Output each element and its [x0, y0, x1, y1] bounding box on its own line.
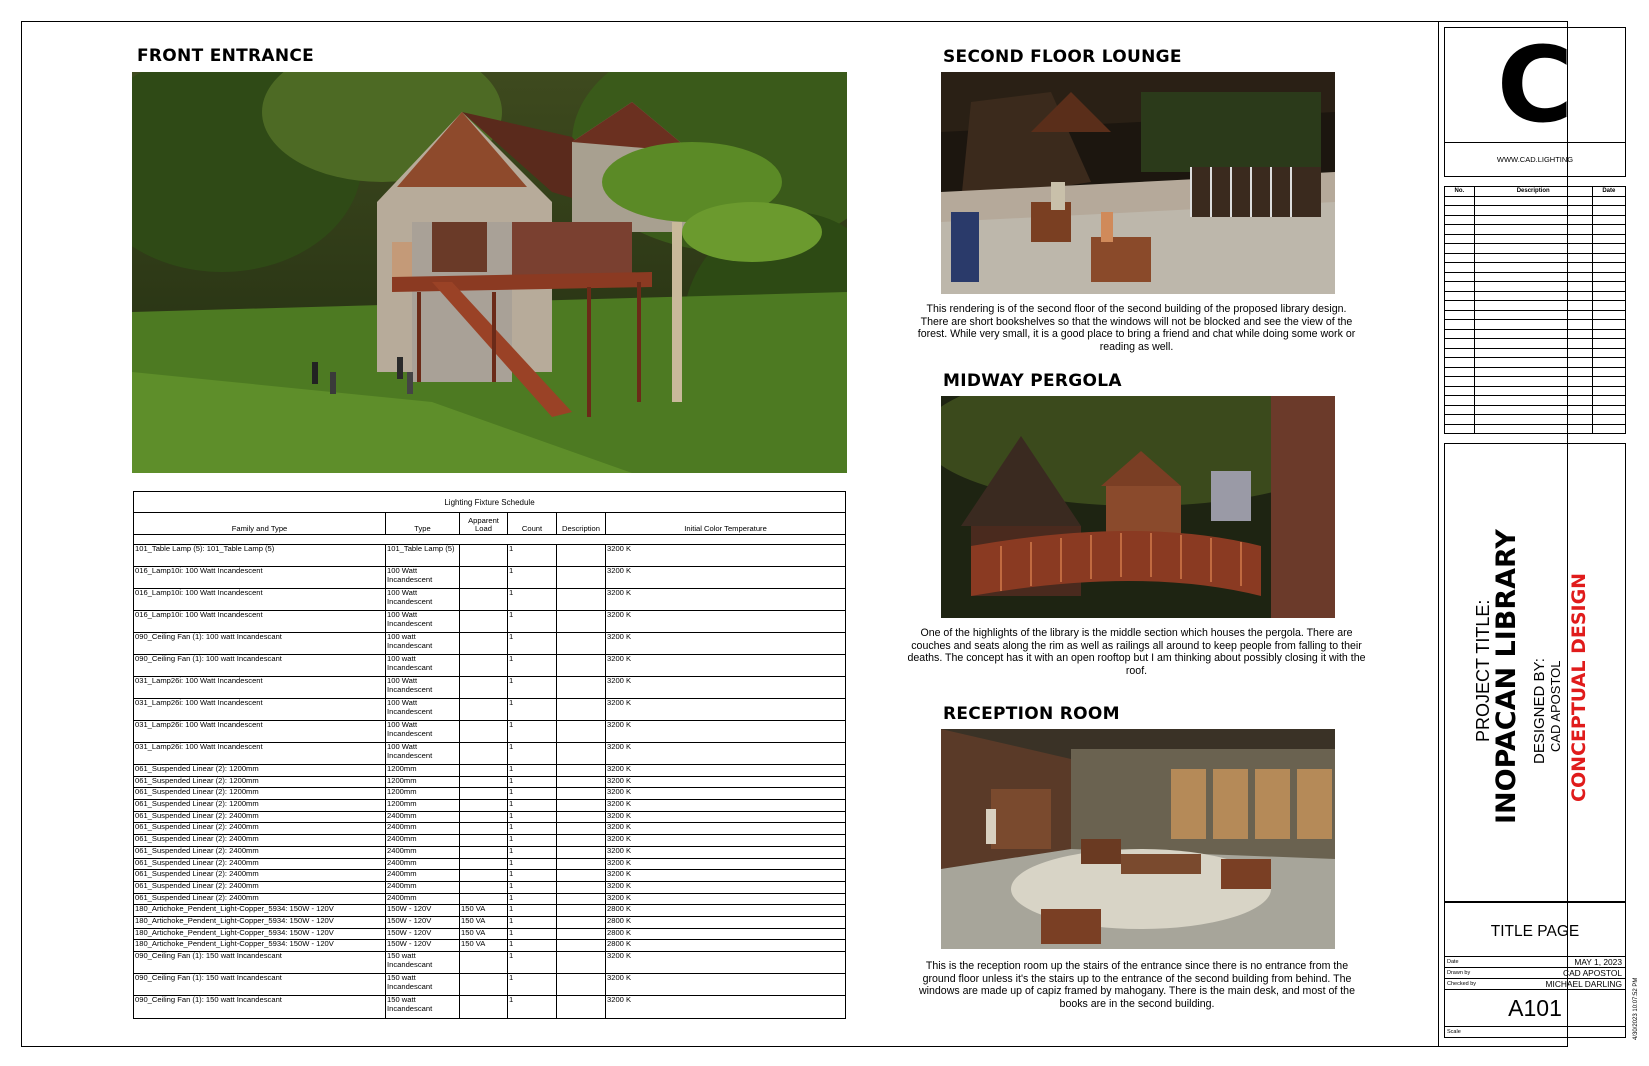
revision-row	[1445, 320, 1625, 330]
schedule-cell: 031_Lamp26i: 100 Watt Incandescent	[134, 677, 386, 698]
schedule-cell: 100 Watt Incandescent	[386, 721, 460, 742]
schedule-cell: 3200 K	[607, 996, 632, 1004]
checked-by-label: Checked by	[1447, 981, 1477, 987]
schedule-cell	[557, 800, 606, 811]
schedule-row	[134, 974, 845, 996]
schedule-cell: 1	[508, 765, 557, 776]
schedule-cell: 1	[508, 677, 557, 698]
schedule-cell: 1	[508, 870, 557, 881]
schedule-cell: 100 Watt Incandescent	[386, 567, 460, 588]
schedule-row	[134, 940, 845, 952]
schedule-cell: 3200 K	[607, 765, 632, 773]
schedule-row	[134, 952, 845, 974]
schedule-cell: 101_Table Lamp (5): 101_Table Lamp (5)	[134, 545, 386, 566]
schedule-row	[134, 743, 845, 765]
revision-row	[1445, 425, 1625, 435]
schedule-cell	[557, 905, 606, 916]
revision-header-cell: No.	[1445, 187, 1475, 196]
schedule-cell: 1200mm	[386, 765, 460, 776]
schedule-cell: 1	[508, 996, 557, 1018]
schedule-row	[134, 765, 845, 777]
schedule-cell	[460, 870, 508, 881]
schedule-cell: 1	[508, 589, 557, 610]
schedule-cell: 3200 K	[607, 699, 632, 707]
schedule-cell	[460, 743, 508, 764]
schedule-cell: 150W - 120V	[386, 917, 460, 928]
schedule-row	[134, 882, 845, 894]
schedule-row	[134, 777, 845, 789]
schedule-cell: 3200 K	[607, 800, 632, 809]
schedule-cell	[460, 545, 508, 566]
schedule-cell: 2800 K	[607, 916, 632, 925]
schedule-cell: 150 watt Incandescant	[386, 974, 460, 995]
logo-box	[1444, 24, 1626, 177]
schedule-row	[134, 589, 845, 611]
schedule-cell: 2800 K	[607, 905, 632, 914]
designed-by-label: DESIGNED BY:	[1531, 658, 1548, 764]
schedule-cell: 150W - 120V	[386, 940, 460, 951]
schedule-cell: 100 Watt Incandescent	[386, 611, 460, 632]
revision-table	[1444, 186, 1626, 434]
schedule-cell: 1	[508, 929, 557, 940]
schedule-cell: 2400mm	[386, 823, 460, 834]
schedule-body	[134, 544, 845, 1018]
schedule-cell	[460, 633, 508, 654]
schedule-cell	[460, 655, 508, 676]
schedule-cell: 100 Watt Incandescent	[386, 677, 460, 698]
schedule-cell	[557, 870, 606, 881]
schedule-cell: 150 VA	[460, 917, 508, 928]
schedule-row	[134, 633, 845, 655]
schedule-row	[134, 677, 845, 699]
schedule-cell: 1	[508, 777, 557, 788]
schedule-cell: 150 watt Incandescant	[386, 952, 460, 973]
schedule-cell: 061_Suspended Linear (2): 2400mm	[134, 823, 386, 834]
schedule-header-row	[134, 513, 845, 535]
schedule-cell	[460, 835, 508, 846]
date-label: Date	[1447, 959, 1459, 965]
schedule-cell: 3200 K	[607, 655, 632, 663]
revision-row	[1445, 406, 1625, 416]
schedule-cell: 1200mm	[386, 777, 460, 788]
reception-room-caption: This is the reception room up the stairs of the entrance since there is no entrance from the ground floor unless it's the stairs up to the entrance of the second building from behind. The windows are made up of capiz framed by mahogany. There is the main desk, and most of the books are in the second building.	[919, 960, 1355, 1010]
revision-header-row	[1445, 187, 1625, 197]
schedule-cell	[557, 974, 606, 995]
schedule-cell: 061_Suspended Linear (2): 1200mm	[134, 777, 386, 788]
schedule-cell	[460, 721, 508, 742]
schedule-row	[134, 655, 845, 677]
schedule-cell	[460, 589, 508, 610]
schedule-cell	[460, 788, 508, 799]
schedule-cell: 1	[508, 812, 557, 823]
second-floor-lounge-caption: This rendering is of the second floor of the second building of the proposed library design. There are short bookshelves so that the windows will not be blocked and see the view of the forest. While very small, it is a good place to bring a friend and chat while doing some work or reading as well.	[917, 303, 1356, 353]
schedule-cell	[460, 996, 508, 1018]
schedule-cell: 090_Ceiling Fan (1): 100 watt Incandescant	[134, 655, 386, 676]
schedule-cell: 061_Suspended Linear (2): 2400mm	[134, 894, 386, 905]
schedule-cell: 1200mm	[386, 800, 460, 811]
schedule-cell: 1	[508, 894, 557, 905]
schedule-cell	[460, 677, 508, 698]
schedule-cell: 1	[508, 743, 557, 764]
schedule-cell	[557, 743, 606, 764]
company-website: WWW.CAD.LIGHTING	[1496, 155, 1574, 164]
schedule-cell	[460, 859, 508, 870]
schedule-cell	[557, 699, 606, 720]
schedule-cell: 3200 K	[607, 835, 632, 844]
schedule-cell: 100 watt Incandescant	[386, 655, 460, 676]
drawn-by-value: CAD APOSTOL	[1563, 968, 1622, 978]
revision-row	[1445, 216, 1625, 226]
schedule-cell	[557, 721, 606, 742]
schedule-cell: 031_Lamp26i: 100 Watt Incandescent	[134, 699, 386, 720]
schedule-cell: 016_Lamp10i: 100 Watt Incandescent	[134, 567, 386, 588]
schedule-cell: 090_Ceiling Fan (1): 150 watt Incandescant	[134, 974, 386, 995]
revision-row	[1445, 206, 1625, 216]
schedule-cell: 2400mm	[386, 835, 460, 846]
schedule-row	[134, 917, 845, 929]
schedule-cell	[460, 823, 508, 834]
schedule-cell: 1	[508, 952, 557, 973]
schedule-cell: 100 Watt Incandescent	[386, 743, 460, 764]
schedule-cell	[557, 611, 606, 632]
checked-by-value: MICHAEL DARLING	[1545, 979, 1622, 989]
schedule-row	[134, 996, 845, 1018]
schedule-header-cell: Count	[508, 513, 557, 534]
revision-row	[1445, 225, 1625, 235]
revision-row	[1445, 254, 1625, 264]
schedule-header-cell: Initial Color Temperature	[684, 524, 767, 533]
schedule-row	[134, 823, 845, 835]
second-floor-lounge-title: SECOND FLOOR LOUNGE	[943, 47, 1182, 67]
schedule-cell: 101_Table Lamp (5)	[386, 545, 460, 566]
schedule-cell: 150W - 120V	[386, 929, 460, 940]
reception-room-title: RECEPTION ROOM	[943, 704, 1120, 724]
revision-row	[1445, 387, 1625, 397]
schedule-cell	[557, 545, 606, 566]
schedule-cell	[557, 677, 606, 698]
front-entrance-title: FRONT ENTRANCE	[137, 46, 315, 66]
schedule-cell	[460, 882, 508, 893]
schedule-cell: 3200 K	[607, 893, 632, 902]
schedule-row	[134, 800, 845, 812]
schedule-cell: 031_Lamp26i: 100 Watt Incandescent	[134, 721, 386, 742]
schedule-cell: 2800 K	[607, 928, 632, 937]
schedule-cell	[557, 633, 606, 654]
schedule-cell	[460, 611, 508, 632]
schedule-cell: 1	[508, 835, 557, 846]
schedule-cell: 3200 K	[607, 870, 632, 879]
schedule-row	[134, 611, 845, 633]
designer-name: CAD APOSTOL	[1548, 660, 1563, 752]
schedule-cell: 1	[508, 859, 557, 870]
schedule-cell: 3200 K	[607, 881, 632, 890]
schedule-cell: 1	[508, 800, 557, 811]
schedule-row	[134, 835, 845, 847]
drawn-by-label: Drawn by	[1447, 970, 1471, 976]
schedule-cell	[557, 859, 606, 870]
schedule-cell: 1	[508, 699, 557, 720]
schedule-cell: 1	[508, 847, 557, 858]
revision-row	[1445, 377, 1625, 387]
checked-by-row	[1445, 979, 1625, 990]
schedule-cell: 1	[508, 611, 557, 632]
schedule-cell: 150 watt Incandescant	[386, 996, 460, 1018]
schedule-row	[134, 894, 845, 906]
schedule-cell: 3200 K	[607, 952, 632, 960]
lighting-fixture-schedule	[133, 491, 846, 1019]
revision-row	[1445, 415, 1625, 425]
schedule-cell: 3200 K	[607, 721, 632, 729]
schedule-cell	[557, 929, 606, 940]
schedule-cell	[557, 765, 606, 776]
midway-pergola-rendering	[941, 396, 1335, 618]
schedule-cell: 3200 K	[607, 846, 632, 855]
schedule-cell	[557, 788, 606, 799]
revision-row	[1445, 330, 1625, 340]
revision-row	[1445, 197, 1625, 207]
schedule-cell: 180_Artichoke_Pendent_Light-Copper_5934: 150W - 120V	[134, 940, 386, 951]
schedule-cell: 180_Artichoke_Pendent_Light-Copper_5934: 150W - 120V	[134, 929, 386, 940]
schedule-cell: 3200 K	[607, 567, 632, 575]
revision-row	[1445, 358, 1625, 368]
schedule-cell	[557, 823, 606, 834]
schedule-cell	[557, 812, 606, 823]
schedule-header-cell: Description	[557, 513, 606, 534]
schedule-cell	[557, 996, 606, 1018]
schedule-cell: 2400mm	[386, 882, 460, 893]
revision-header-cell: Description	[1475, 187, 1593, 196]
schedule-cell: 150 VA	[460, 905, 508, 916]
schedule-cell	[460, 812, 508, 823]
schedule-cell: 090_Ceiling Fan (1): 150 watt Incandescant	[134, 952, 386, 973]
schedule-cell: 3200 K	[607, 858, 632, 867]
schedule-header-cell: Type	[386, 513, 460, 534]
schedule-cell: 1	[508, 940, 557, 951]
schedule-cell: 2400mm	[386, 859, 460, 870]
schedule-cell: 061_Suspended Linear (2): 2400mm	[134, 859, 386, 870]
schedule-header-cell: Family and Type	[134, 513, 386, 534]
revision-row	[1445, 282, 1625, 292]
second-floor-lounge-rendering	[941, 72, 1335, 294]
schedule-cell: 1	[508, 545, 557, 566]
schedule-cell: 3200 K	[607, 633, 632, 641]
schedule-cell: 061_Suspended Linear (2): 2400mm	[134, 882, 386, 893]
midway-pergola-caption: One of the highlights of the library is the middle section which houses the pergola. There are couches and seats along the rim as well as railings all around to keep people from falling to their deaths. The concept has it with an open rooftop but I am thinking about possibly closing it with the roof.	[907, 627, 1366, 677]
schedule-cell: 1	[508, 633, 557, 654]
schedule-cell: 3200 K	[607, 788, 632, 797]
schedule-cell: 3200 K	[607, 677, 632, 685]
schedule-cell: 061_Suspended Linear (2): 1200mm	[134, 765, 386, 776]
schedule-cell	[557, 882, 606, 893]
date-value: MAY 1, 2023	[1574, 957, 1622, 967]
schedule-cell	[557, 567, 606, 588]
schedule-cell: 2400mm	[386, 812, 460, 823]
revision-row	[1445, 396, 1625, 406]
midway-pergola-title: MIDWAY PERGOLA	[943, 371, 1122, 391]
schedule-cell: 1200mm	[386, 788, 460, 799]
schedule-cell: 061_Suspended Linear (2): 2400mm	[134, 835, 386, 846]
schedule-cell: 3200 K	[607, 974, 632, 982]
schedule-cell	[460, 699, 508, 720]
schedule-cell: 3200 K	[607, 776, 632, 785]
schedule-cell: 1	[508, 788, 557, 799]
schedule-cell	[557, 917, 606, 928]
front-entrance-rendering	[132, 72, 847, 473]
schedule-cell	[557, 655, 606, 676]
schedule-cell	[557, 777, 606, 788]
schedule-cell: 090_Ceiling Fan (1): 100 watt Incandescant	[134, 633, 386, 654]
schedule-title: Lighting Fixture Schedule	[134, 492, 845, 513]
revision-row	[1445, 235, 1625, 245]
revision-row	[1445, 273, 1625, 283]
schedule-cell	[557, 940, 606, 951]
schedule-row	[134, 567, 845, 589]
sheet-info-box	[1444, 902, 1626, 1038]
revision-row	[1445, 263, 1625, 273]
schedule-cell: 090_Ceiling Fan (1): 150 watt Incandescant	[134, 996, 386, 1018]
revision-row	[1445, 368, 1625, 378]
revision-row	[1445, 244, 1625, 254]
revision-row	[1445, 292, 1625, 302]
schedule-cell: 1	[508, 655, 557, 676]
company-logo: C	[1496, 24, 1574, 146]
schedule-cell: 2400mm	[386, 870, 460, 881]
schedule-cell: 150W - 120V	[386, 905, 460, 916]
schedule-cell: 031_Lamp26i: 100 Watt Incandescent	[134, 743, 386, 764]
schedule-cell	[460, 765, 508, 776]
schedule-cell: 016_Lamp10i: 100 Watt Incandescent	[134, 611, 386, 632]
schedule-row	[134, 545, 845, 567]
schedule-cell: 3200 K	[607, 611, 632, 619]
schedule-cell	[460, 974, 508, 995]
schedule-cell	[460, 952, 508, 973]
schedule-row	[134, 699, 845, 721]
sheet-number: A101	[1445, 990, 1625, 1027]
schedule-cell	[557, 847, 606, 858]
schedule-cell	[557, 952, 606, 973]
schedule-cell: 1	[508, 721, 557, 742]
schedule-cell: 061_Suspended Linear (2): 1200mm	[134, 800, 386, 811]
revision-row	[1445, 311, 1625, 321]
schedule-cell: 061_Suspended Linear (2): 2400mm	[134, 870, 386, 881]
print-timestamp: 4/30/2023 10:07:52 PM	[1633, 977, 1639, 1040]
schedule-cell: 061_Suspended Linear (2): 2400mm	[134, 812, 386, 823]
schedule-row	[134, 905, 845, 917]
schedule-cell: 150 VA	[460, 929, 508, 940]
schedule-cell: 1	[508, 882, 557, 893]
revision-row	[1445, 301, 1625, 311]
schedule-cell: 2400mm	[386, 894, 460, 905]
schedule-cell	[460, 847, 508, 858]
schedule-cell	[460, 800, 508, 811]
schedule-cell: 2800 K	[607, 940, 632, 949]
project-title-label: PROJECT TITLE:	[1473, 599, 1493, 742]
revision-header-cell: Date	[1602, 188, 1616, 194]
project-name: INOPACAN LIBRARY	[1491, 529, 1522, 824]
schedule-cell: 180_Artichoke_Pendent_Light-Copper_5934: 150W - 120V	[134, 905, 386, 916]
schedule-row	[134, 870, 845, 882]
schedule-row	[134, 859, 845, 871]
schedule-cell: 061_Suspended Linear (2): 2400mm	[134, 847, 386, 858]
schedule-row	[134, 788, 845, 800]
schedule-cell: 1	[508, 823, 557, 834]
reception-room-rendering	[941, 729, 1335, 949]
schedule-cell: 3200 K	[607, 811, 632, 820]
date-row	[1445, 957, 1625, 968]
schedule-cell	[557, 589, 606, 610]
scale-label: Scale	[1447, 1029, 1461, 1035]
schedule-cell: 061_Suspended Linear (2): 1200mm	[134, 788, 386, 799]
schedule-cell	[460, 777, 508, 788]
drawn-by-row	[1445, 968, 1625, 979]
schedule-cell: 3200 K	[607, 743, 632, 751]
schedule-row	[134, 812, 845, 824]
schedule-cell: 180_Artichoke_Pendent_Light-Copper_5934: 150W - 120V	[134, 917, 386, 928]
schedule-cell: 150 VA	[460, 940, 508, 951]
schedule-cell: 3200 K	[607, 823, 632, 832]
schedule-cell: 1	[508, 974, 557, 995]
revision-row	[1445, 349, 1625, 359]
schedule-cell: 1	[508, 567, 557, 588]
schedule-cell: 016_Lamp10i: 100 Watt Incandescent	[134, 589, 386, 610]
schedule-header-cell: Apparent Load	[460, 513, 508, 534]
schedule-cell: 100 watt Incandescant	[386, 633, 460, 654]
schedule-cell: 3200 K	[607, 589, 632, 597]
design-stage: CONCEPTUAL DESIGN	[1568, 572, 1590, 802]
schedule-cell	[557, 835, 606, 846]
schedule-cell	[460, 567, 508, 588]
revision-row	[1445, 339, 1625, 349]
schedule-row	[134, 847, 845, 859]
sheet-name: TITLE PAGE	[1445, 903, 1625, 957]
schedule-row	[134, 721, 845, 743]
schedule-cell: 1	[508, 917, 557, 928]
schedule-cell	[460, 894, 508, 905]
schedule-row	[134, 929, 845, 941]
schedule-cell: 2400mm	[386, 847, 460, 858]
schedule-cell: 100 Watt Incandescent	[386, 589, 460, 610]
project-info-box	[1444, 443, 1626, 902]
schedule-cell: 100 Watt Incandescent	[386, 699, 460, 720]
schedule-cell: 3200 K	[607, 545, 632, 553]
schedule-cell: 1	[508, 905, 557, 916]
schedule-cell	[557, 894, 606, 905]
